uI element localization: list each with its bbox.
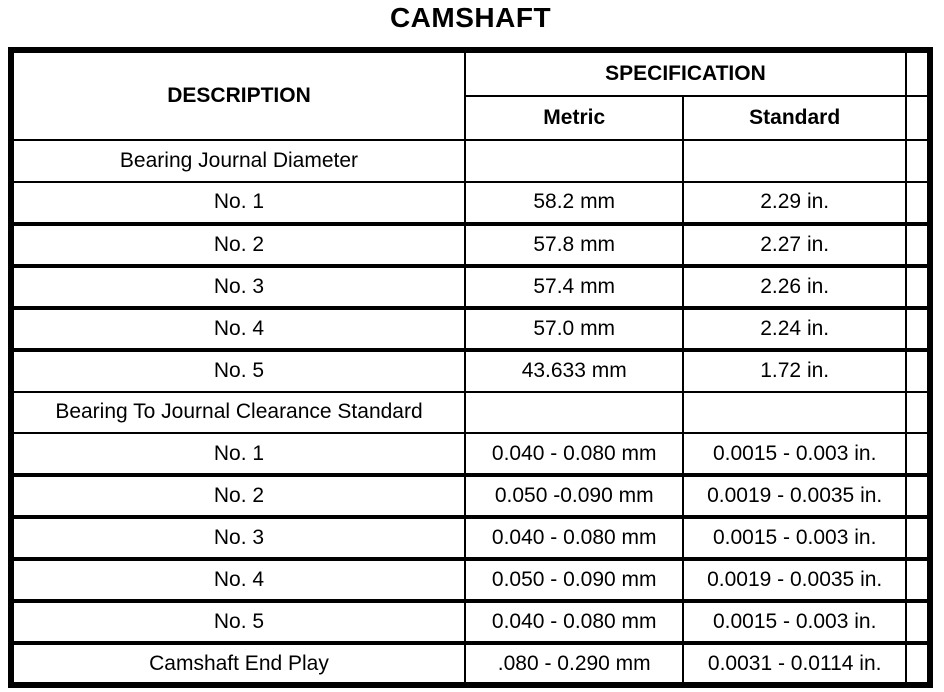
table-row	[11, 224, 930, 266]
cell-description: No. 3	[11, 517, 465, 559]
cell-standard	[683, 140, 905, 182]
table-row	[11, 308, 930, 350]
cell-metric: 0.050 - 0.090 mm	[465, 559, 683, 601]
cell-description: No. 2	[11, 224, 465, 266]
cell-metric: 0.050 -0.090 mm	[465, 475, 683, 517]
cell-description: No. 5	[11, 350, 465, 392]
cell-metric: 0.040 - 0.080 mm	[465, 517, 683, 559]
cell-standard: 0.0019 - 0.0035 in.	[683, 559, 905, 601]
table-row	[11, 643, 930, 685]
cell-description: No. 4	[11, 559, 465, 601]
table-row	[11, 266, 930, 308]
cell-description: Bearing Journal Diameter	[11, 140, 465, 182]
table-row	[11, 475, 930, 517]
header-description: DESCRIPTION	[11, 50, 465, 140]
spacer-cell	[906, 50, 930, 96]
cell-standard: 1.72 in.	[683, 350, 905, 392]
cell-metric	[465, 392, 683, 434]
spacer-cell	[906, 308, 930, 350]
table-header-row-1	[11, 50, 930, 96]
cell-metric: 0.040 - 0.080 mm	[465, 601, 683, 643]
table-row	[11, 601, 930, 643]
header-metric: Metric	[465, 96, 683, 140]
cell-standard: 2.24 in.	[683, 308, 905, 350]
cell-standard	[683, 392, 905, 434]
cell-standard: 0.0015 - 0.003 in.	[683, 601, 905, 643]
cell-metric: 0.040 - 0.080 mm	[465, 433, 683, 475]
spacer-cell	[906, 517, 930, 559]
spacer-cell	[906, 433, 930, 475]
cell-standard: 2.26 in.	[683, 266, 905, 308]
cell-metric: 57.8 mm	[465, 224, 683, 266]
spacer-cell	[906, 140, 930, 182]
cell-standard: 0.0019 - 0.0035 in.	[683, 475, 905, 517]
spacer-cell	[906, 392, 930, 434]
cell-description: No. 5	[11, 601, 465, 643]
cell-description: No. 2	[11, 475, 465, 517]
cell-standard: 0.0015 - 0.003 in.	[683, 433, 905, 475]
spacer-cell	[906, 224, 930, 266]
spacer-cell	[906, 266, 930, 308]
table-row	[11, 433, 930, 475]
cell-standard: 0.0015 - 0.003 in.	[683, 517, 905, 559]
table-row	[11, 517, 930, 559]
spacer-cell	[906, 182, 930, 224]
cell-metric: .080 - 0.290 mm	[465, 643, 683, 685]
cell-description: No. 1	[11, 182, 465, 224]
spacer-cell	[906, 350, 930, 392]
table-row	[11, 140, 930, 182]
cell-standard: 2.29 in.	[683, 182, 905, 224]
cell-metric: 58.2 mm	[465, 182, 683, 224]
cell-description: Bearing To Journal Clearance Standard	[11, 392, 465, 434]
cell-metric: 57.0 mm	[465, 308, 683, 350]
cell-description: Camshaft End Play	[11, 643, 465, 685]
cell-metric: 43.633 mm	[465, 350, 683, 392]
cell-description: No. 1	[11, 433, 465, 475]
cell-description: No. 4	[11, 308, 465, 350]
table-row	[11, 392, 930, 434]
header-standard: Standard	[683, 96, 905, 140]
cell-metric	[465, 140, 683, 182]
cell-standard: 2.27 in.	[683, 224, 905, 266]
cell-description: No. 3	[11, 266, 465, 308]
table-row	[11, 182, 930, 224]
specification-table	[8, 47, 933, 688]
cell-standard: 0.0031 - 0.0114 in.	[683, 643, 905, 685]
table-row	[11, 350, 930, 392]
table-row	[11, 559, 930, 601]
spacer-cell	[906, 96, 930, 140]
page-title: CAMSHAFT	[389, 2, 552, 33]
header-specification: SPECIFICATION	[465, 50, 906, 96]
spacer-cell	[906, 643, 930, 685]
spacer-cell	[906, 559, 930, 601]
cell-metric: 57.4 mm	[465, 266, 683, 308]
spacer-cell	[906, 475, 930, 517]
spacer-cell	[906, 601, 930, 643]
